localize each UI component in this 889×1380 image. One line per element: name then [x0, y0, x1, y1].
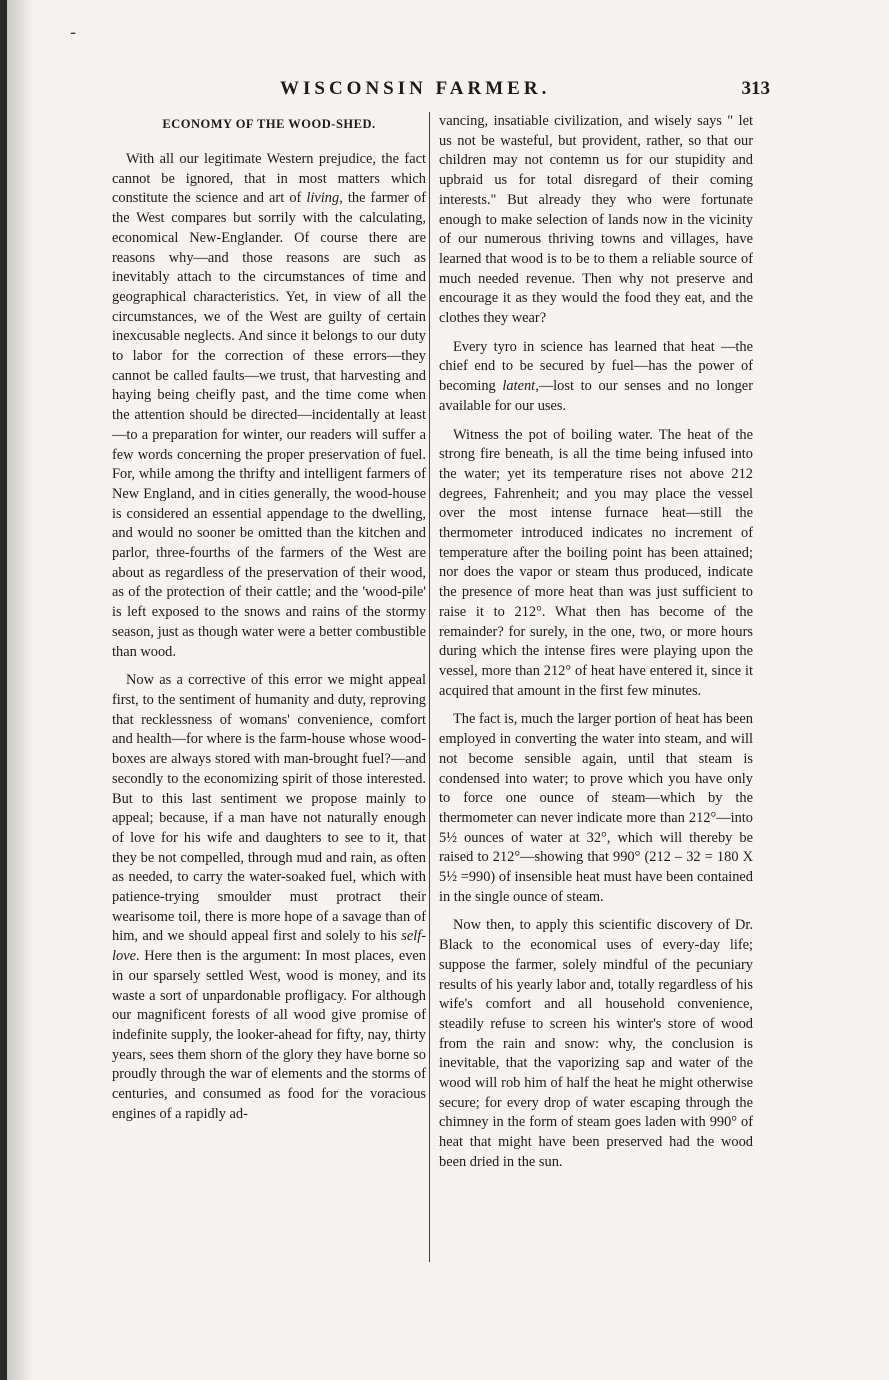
text-run: vancing, insatiable civilization, and wisely says " let us not be wasteful, but provident, rather, so that our children may not contemn us for our stupidity and upbraid us for total disregard of their coming interests." But already they who were fortunate enough to make selection of lands now in the vicinity of our numerous thriving towns and villages, have learned that wood is to be to them a reliable source of much needed revenue. Then why not preserve and encourage it as they would the food they eat, and the clothes they wear? [439, 113, 753, 327]
running-title: WISCONSIN FARMER. [280, 78, 551, 99]
emphasis-living: living [306, 190, 340, 207]
margin-mark: - [70, 22, 77, 43]
article-title: ECONOMY OF THE WOOD-SHED. [162, 117, 376, 131]
page-number: 313 [741, 78, 770, 99]
text-run: , the farmer of the West compares but sorrily with the calculating, economical New-Englander. Of course there are reasons why—and those reasons are such as inevitably attach to the circumstances of time and geographical characteristics. Yet, in view of all the circumstances, we of the West are guilty of certain inexcusable neglects. And since it belongs to our duty to labor for the correction of these errors—they cannot be called faults—we trust, that harvesting and haying being cheifly past, and the time come when the attention should be directed—incidentally at least—to a preparation for winter, our readers will suffer a few words concerning the proper preservation of fuel. For, while among the thrifty and intelligent farmers of New England, and in cities generally, the wood-house is considered an essential appendage to the dwelling, and would no sooner be omitted than the kitchen and parlor, three-fourths of the farmers of the West are about as regardless of the preservation of their wood, as of the protection of their cattle; and the 'wood-pile' is left exposed to the snows and rains of the stormy season, just as though water were a better combustible than wood. [112, 190, 426, 660]
paragraph [112, 150, 426, 662]
paragraph [439, 426, 753, 702]
running-header [280, 78, 770, 102]
text-run: Now then, to apply this scientific discovery of Dr. Black to the economical uses of every-day life; suppose the farmer, solely mindful of the pecuniary results of his yearly labor and, totally regardless of his wife's comfort and all household convenience, steadily refuse to screen his winter's store of wood from the rain and snow: why, the conclusion is inevitable, that the vaporizing sap and water of the wood will rob him of half the heat he might otherwise secure; for every drop of water escaping through the chimney in the form of steam goes laden with 990° of heat that might have been preserved had the wood been dried in the sun. [439, 917, 753, 1170]
right-column [439, 112, 753, 1182]
emphasis-self-love: self-love [112, 928, 426, 965]
paragraph [439, 710, 753, 907]
text-run: With all our legitimate Western prejudice, the fact cannot be ignored, that in most matters which constitute the science and art of [112, 151, 426, 207]
paragraph [439, 338, 753, 417]
paragraph [112, 671, 426, 1124]
text-run: ,—lost to our senses and no longer available for our uses. [439, 378, 753, 414]
left-column [112, 116, 426, 1133]
page-binding-shadow [7, 0, 33, 1380]
text-run: The fact is, much the larger portion of heat has been employed in converting the water into steam, and will not become sensible again, until that steam is condensed into water; to prove which you have only to force one ounce of steam—which by the thermometer can never indicate more than 212°—into 5½ ounces of water at 32°, which will thereby be raised to 212°—showing that 990° (212 – 32 = 180 X 5½ =990) of insensible heat must have been contained in the single ounce of steam. [439, 711, 753, 905]
paragraph [439, 112, 753, 329]
text-run: Witness the pot of boiling water. The heat of the strong fire beneath, is all the time being infused into the water; yet its temperature rises not above 212 degrees, Fahrenheit; and you may place the vessel over the most intense furnace heat—still the thermometer introduced indicates no increment of temperature after the boiling point has been attained; nor does the vapor or steam thus produced, indicate the presence of more heat than was just sufficient to raise it to 212°. What then has become of the remainder? for surely, in the one, two, or more hours during which the intense fires were playing upon the vessel, more than 212° of heat have entered it, since it acquired that amount in the first few minutes. [439, 426, 753, 699]
emphasis-latent: latent [502, 378, 536, 395]
column-divider [429, 112, 430, 1262]
text-run: Now as a corrective of this error we might appeal first, to the sentiment of humanity and duty, reproving that recklessness of womans' convenience, comfort and health—for where is the farm-house whose wood-boxes are always stored with man-brought fuel?—and secondly to the economizing spirit of those interested. But to this last sentiment we propose mainly to appeal; because, if a man have not naturally enough of love for his wife and daughters to see to it, that they be not compelled, through mud and rain, as often as needed, to carry the water-soaked fuel, which with patience-trying smoulder must protract their wearisome toil, there is more hope of a savage than of him, and we should appeal first and solely to his [112, 672, 426, 945]
page-binding-edge [0, 0, 7, 1380]
text-run: Every tyro in science has learned that heat —the chief end to be secured by fuel—has the power of becoming [439, 338, 753, 395]
text-run: . Here then is the argument: In most places, even in our sparsely settled West, wood is money, and its waste a sort of unpardonable profligacy. For although our magnificent forests of all wood give promise of indefinite supply, the looker-ahead for fifty, nay, thirty years, sees them shorn of the glory they have borne so proudly through the war of elements and the storms of centuries, and consumed as food for the voracious engines of a rapidly ad- [112, 948, 426, 1122]
paragraph [439, 916, 753, 1172]
